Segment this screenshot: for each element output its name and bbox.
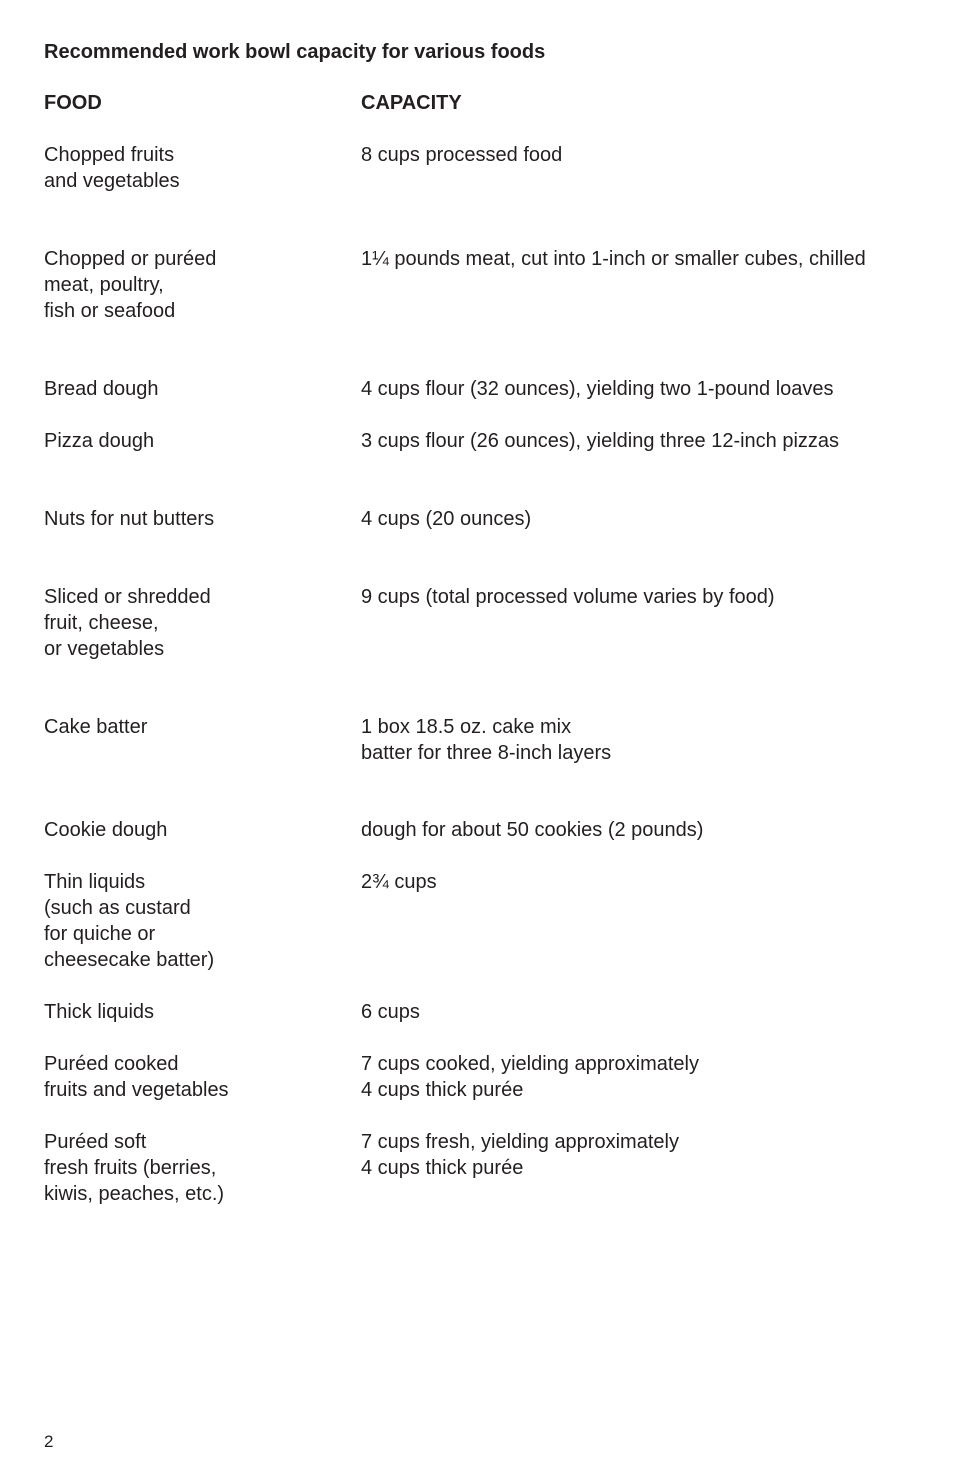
capacity-cell: 1¼ pounds meat, cut into 1-inch or smaller cubes, chilled — [361, 248, 866, 270]
capacity-cell: 4 cups flour (32 ounces), yielding two 1-pound loaves — [361, 378, 834, 400]
capacity-cell: 8 cups processed food — [361, 144, 563, 166]
food-cell: Puréed soft fresh fruits (berries, kiwis, peaches, etc.) — [44, 1131, 225, 1205]
capacity-cell: 2¾ cups — [361, 871, 437, 893]
capacity-cell: 7 cups cooked, yielding approximately 4 cups thick purée — [361, 1053, 699, 1101]
food-cell: Nuts for nut butters — [44, 508, 215, 530]
capacity-cell: dough for about 50 cookies (2 pounds) — [361, 819, 704, 841]
food-cell: Cake batter — [44, 716, 148, 738]
column-header-food: FOOD — [44, 92, 102, 114]
food-cell: Thick liquids — [44, 1001, 155, 1023]
food-cell: Chopped or puréed meat, poultry, fish or seafood — [44, 248, 217, 322]
food-cell: Thin liquids (such as custard for quiche or cheesecake batter) — [44, 871, 215, 971]
page-title: Recommended work bowl capacity for various foods — [44, 41, 546, 63]
food-cell: Bread dough — [44, 378, 159, 400]
page-number: 2 — [44, 1432, 54, 1451]
food-cell: Puréed cooked fruits and vegetables — [44, 1053, 229, 1101]
food-cell: Chopped fruits and vegetables — [44, 144, 180, 192]
capacity-cell: 1 box 18.5 oz. cake mix batter for three 8-inch layers — [361, 716, 612, 764]
food-cell: Cookie dough — [44, 819, 168, 841]
food-cell: Pizza dough — [44, 430, 155, 452]
capacity-cell: 6 cups — [361, 1001, 420, 1023]
capacity-cell: 3 cups flour (26 ounces), yielding three 12-inch pizzas — [361, 430, 840, 452]
capacity-cell: 7 cups fresh, yielding approximately 4 cups thick purée — [361, 1131, 679, 1179]
column-header-capacity: CAPACITY — [361, 92, 462, 114]
capacity-cell: 9 cups (total processed volume varies by food) — [361, 586, 775, 608]
food-cell: Sliced or shredded fruit, cheese, or vegetables — [44, 586, 211, 660]
capacity-cell: 4 cups (20 ounces) — [361, 508, 532, 530]
